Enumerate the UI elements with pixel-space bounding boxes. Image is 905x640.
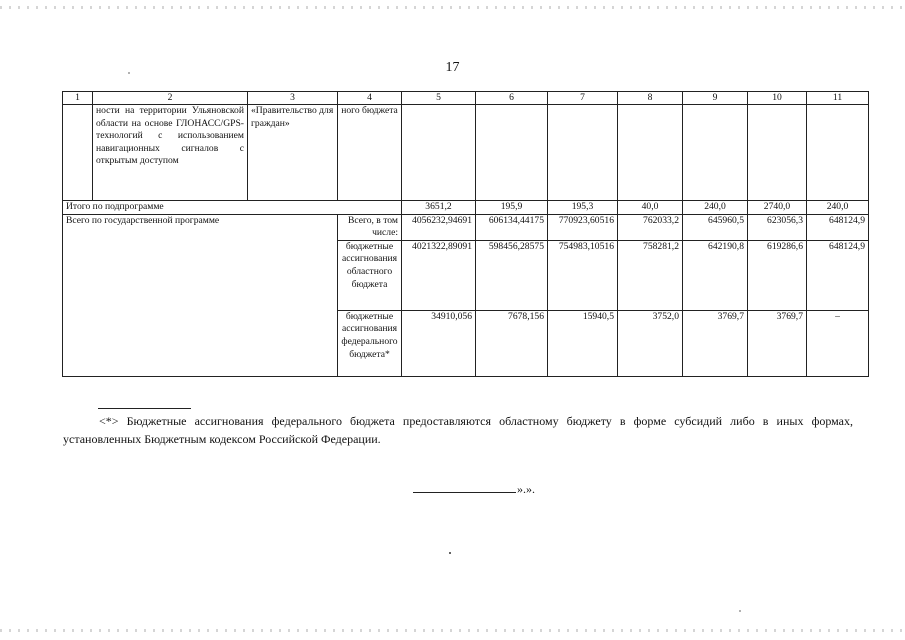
table-cell xyxy=(548,105,618,201)
column-number: 11 xyxy=(807,92,869,105)
funding-source-cell: бюджетные ассигнования областного бюджета xyxy=(338,240,402,310)
scan-artifact-bottom xyxy=(0,629,905,632)
column-number: 10 xyxy=(748,92,807,105)
closing-underline xyxy=(413,481,516,493)
program-total-row xyxy=(63,214,869,240)
performer-cell: «Правительство для граждан» xyxy=(248,105,338,201)
table-cell xyxy=(476,105,548,201)
column-number: 4 xyxy=(338,92,402,105)
value-cell: 2740,0 xyxy=(748,201,807,215)
value-cell: 642190,8 xyxy=(683,240,748,310)
table-cell xyxy=(402,105,476,201)
value-cell: 770923,60516 xyxy=(548,214,618,240)
value-cell: 240,0 xyxy=(807,201,869,215)
table-cell xyxy=(63,105,93,201)
activity-description: ности на территории Ульяновской области на основе ГЛОНАСС/GPS-технологий с использованием навигационных сигналов с открытым доступом xyxy=(93,105,248,201)
value-cell: 195,3 xyxy=(548,201,618,215)
value-cell: 4021322,89091 xyxy=(402,240,476,310)
scan-artifact-top xyxy=(0,6,905,9)
page-number: 17 xyxy=(445,60,460,75)
value-cell: 619286,6 xyxy=(748,240,807,310)
scan-speck xyxy=(739,610,741,612)
value-cell: 3651,2 xyxy=(402,201,476,215)
budget-table xyxy=(62,91,869,377)
value-cell: 648124,9 xyxy=(807,214,869,240)
value-cell: 34910,056 xyxy=(402,310,476,376)
value-cell: 3769,7 xyxy=(683,310,748,376)
value-cell: 3769,7 xyxy=(748,310,807,376)
funding-source-cell: бюджетные ассигнования федерального бюджета* xyxy=(338,310,402,376)
closing-quote: ».». xyxy=(517,482,535,496)
value-cell: 598456,28575 xyxy=(476,240,548,310)
table-cell xyxy=(748,105,807,201)
table-cell xyxy=(618,105,683,201)
column-number: 6 xyxy=(476,92,548,105)
value-cell: 7678,156 xyxy=(476,310,548,376)
subprogram-total-row xyxy=(63,201,869,215)
funding-source-cell: Всего, в том числе: xyxy=(338,214,402,240)
column-number: 5 xyxy=(402,92,476,105)
scan-speck xyxy=(128,72,130,74)
column-number-row xyxy=(63,92,869,105)
column-number: 3 xyxy=(248,92,338,105)
value-cell: 762033,2 xyxy=(618,214,683,240)
table-cell xyxy=(807,105,869,201)
value-cell: 15940,5 xyxy=(548,310,618,376)
column-number: 2 xyxy=(93,92,248,105)
column-number: 7 xyxy=(548,92,618,105)
scan-speck xyxy=(449,552,451,554)
value-cell: 758281,2 xyxy=(618,240,683,310)
footnote-separator xyxy=(98,408,191,409)
funding-source-cell: ного бюджета xyxy=(338,105,402,201)
continuation-row xyxy=(63,105,869,201)
value-cell: 40,0 xyxy=(618,201,683,215)
value-cell: 195,9 xyxy=(476,201,548,215)
column-number: 8 xyxy=(618,92,683,105)
subprogram-total-label: Итого по подпрограмме xyxy=(63,201,402,215)
column-number: 9 xyxy=(683,92,748,105)
value-cell: 754983,10516 xyxy=(548,240,618,310)
table-cell xyxy=(683,105,748,201)
value-cell: – xyxy=(807,310,869,376)
column-number: 1 xyxy=(63,92,93,105)
value-cell: 606134,44175 xyxy=(476,214,548,240)
value-cell: 623056,3 xyxy=(748,214,807,240)
value-cell: 3752,0 xyxy=(618,310,683,376)
value-cell: 645960,5 xyxy=(683,214,748,240)
value-cell: 240,0 xyxy=(683,201,748,215)
program-total-label: Всего по государственной программе xyxy=(63,214,338,376)
closing-mark xyxy=(413,481,535,497)
value-cell: 4056232,94691 xyxy=(402,214,476,240)
footnote-text: <*> Бюджетные ассигнования федерального бюджета предоставляются областному бюджету в форме субсидий либо в иных формах, установленных Бюджетным кодексом Российской Федерации. xyxy=(63,414,853,446)
value-cell: 648124,9 xyxy=(807,240,869,310)
